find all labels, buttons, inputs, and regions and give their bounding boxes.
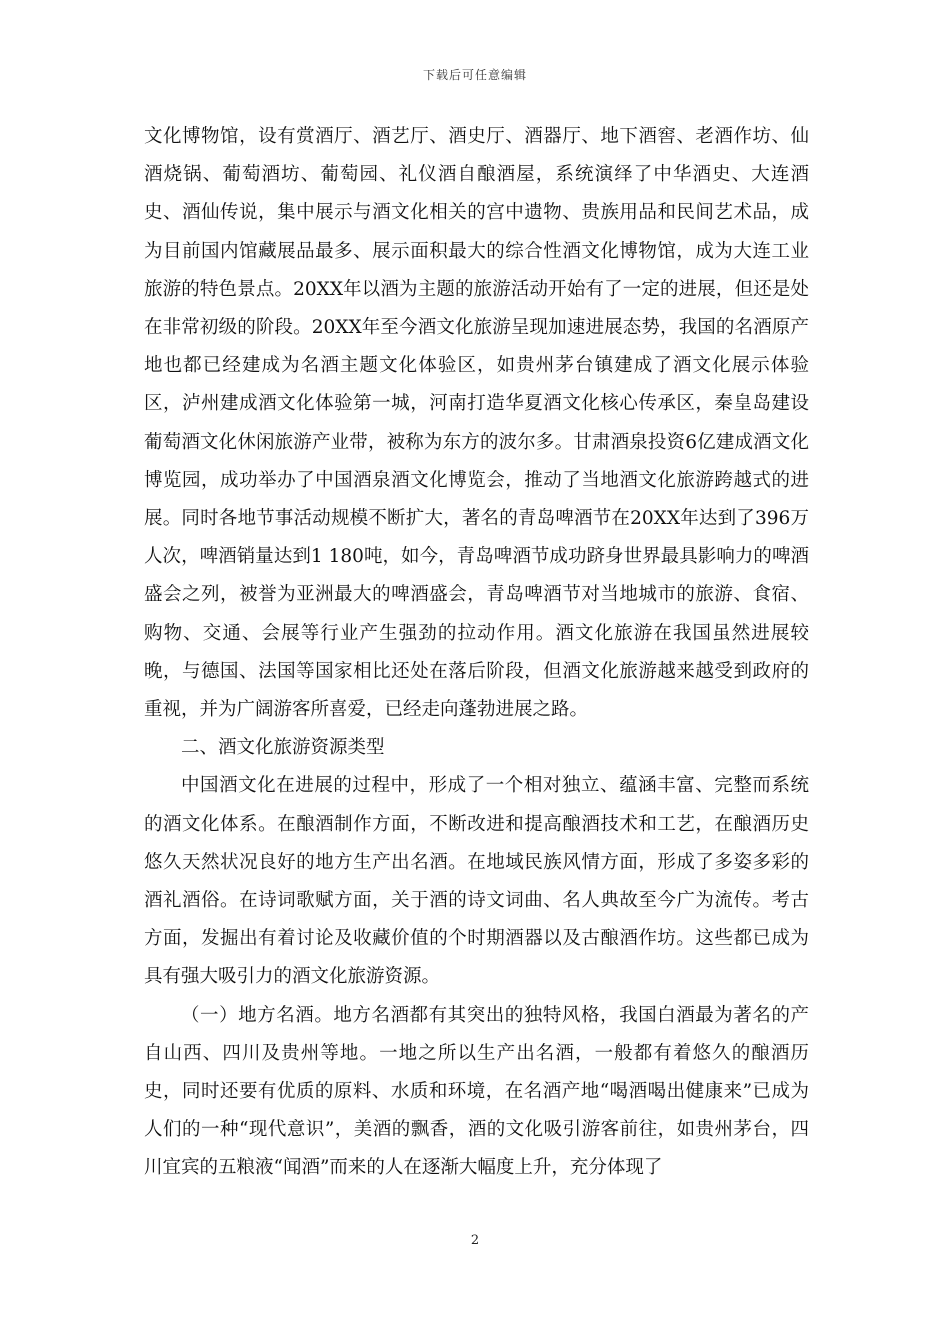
page-number: 2 [470, 1233, 480, 1248]
paragraph-continuation: 文化博物馆，设有赏酒厅、酒艺厅、酒史厅、酒器厅、地下酒窖、老酒作坊、仙酒烧锅、葡萄酒坊、葡萄园、礼仪酒自酿酒屋，系统演绎了中华酒史、大连酒史、酒仙传说，集中展示与酒文化相关的宫中遗物、贵族用品和民间艺术品，成为目前国内馆藏展品最多、展示面积最大的综合性酒文化博物馆，成为大连工业旅游的特色景点。20XX年以酒为主题的旅游活动开始有了一定的进展，但还是处在非常初级的阶段。20XX年至今酒文化旅游呈现加速进展态势，我国的名酒原产地也都已经建成为名酒主题文化体验区，如贵州茅台镇建成了酒文化展示体验区，泸州建成酒文化体验第一城，河南打造华夏酒文化核心传承区，秦皇岛建设葡萄酒文化休闲旅游产业带，被称为东方的波尔多。甘肃酒泉投资6亿建成酒文化博览园，成功举办了中国酒泉酒文化博览会，推动了当地酒文化旅游跨越式的进展。同时各地节事活动规模不断扩大，著名的青岛啤酒节在20XX年达到了396万人次，啤酒销量达到1 180吨，如今，青岛啤酒节成功跻身世界最具影响力的啤酒盛会之列，被誉为亚洲最大的啤酒盛会，青岛啤酒节对当地城市的旅游、食宿、购物、交通、会展等行业产生强劲的拉动作用。酒文化旅游在我国虽然进展较晚，与德国、法国等国家相比还处在落后阶段，但酒文化旅游越来越受到政府的重视，并为广阔游客所喜爱，已经走向蓬勃进展之路。 [144, 126, 809, 721]
page-header: 下载后可任意编辑 [422, 68, 527, 82]
paragraph-local-liquor: （一）地方名酒。地方名酒都有其突出的独特风格，我国白酒最为著名的产自山西、四川及贵州等地。一地之所以生产出名酒，一般都有着悠久的酿酒历史，同时还要有优质的原料、水质和环境，在名酒产地“喝酒喝出健康来”已成为人们的一种“现代意识”，美酒的飘香，酒的文化吸引游客前往，如贵州茅台，四川宜宾的五粮液“闻酒”而来的人在逐渐大幅度上升，充分体现了 [144, 1004, 809, 1179]
document-body [144, 118, 809, 1188]
section-heading: 二、酒文化旅游资源类型 [181, 737, 385, 759]
paragraph-culture-system: 中国酒文化在进展的过程中，形成了一个相对独立、蕴涵丰富、完整而系统的酒文化体系。在酿酒制作方面，不断改进和提高酿酒技术和工艺，在酿酒历史悠久天然状况良好的地方生产出名酒。在地域民族风情方面，形成了多姿多彩的酒礼酒俗。在诗词歌赋方面，关于酒的诗文词曲、名人典故至今广为流传。考古方面，发掘出有着讨论及收藏价值的个时期酒器以及古酿酒作坊。这些都已成为具有强大吸引力的酒文化旅游资源。 [144, 775, 809, 988]
